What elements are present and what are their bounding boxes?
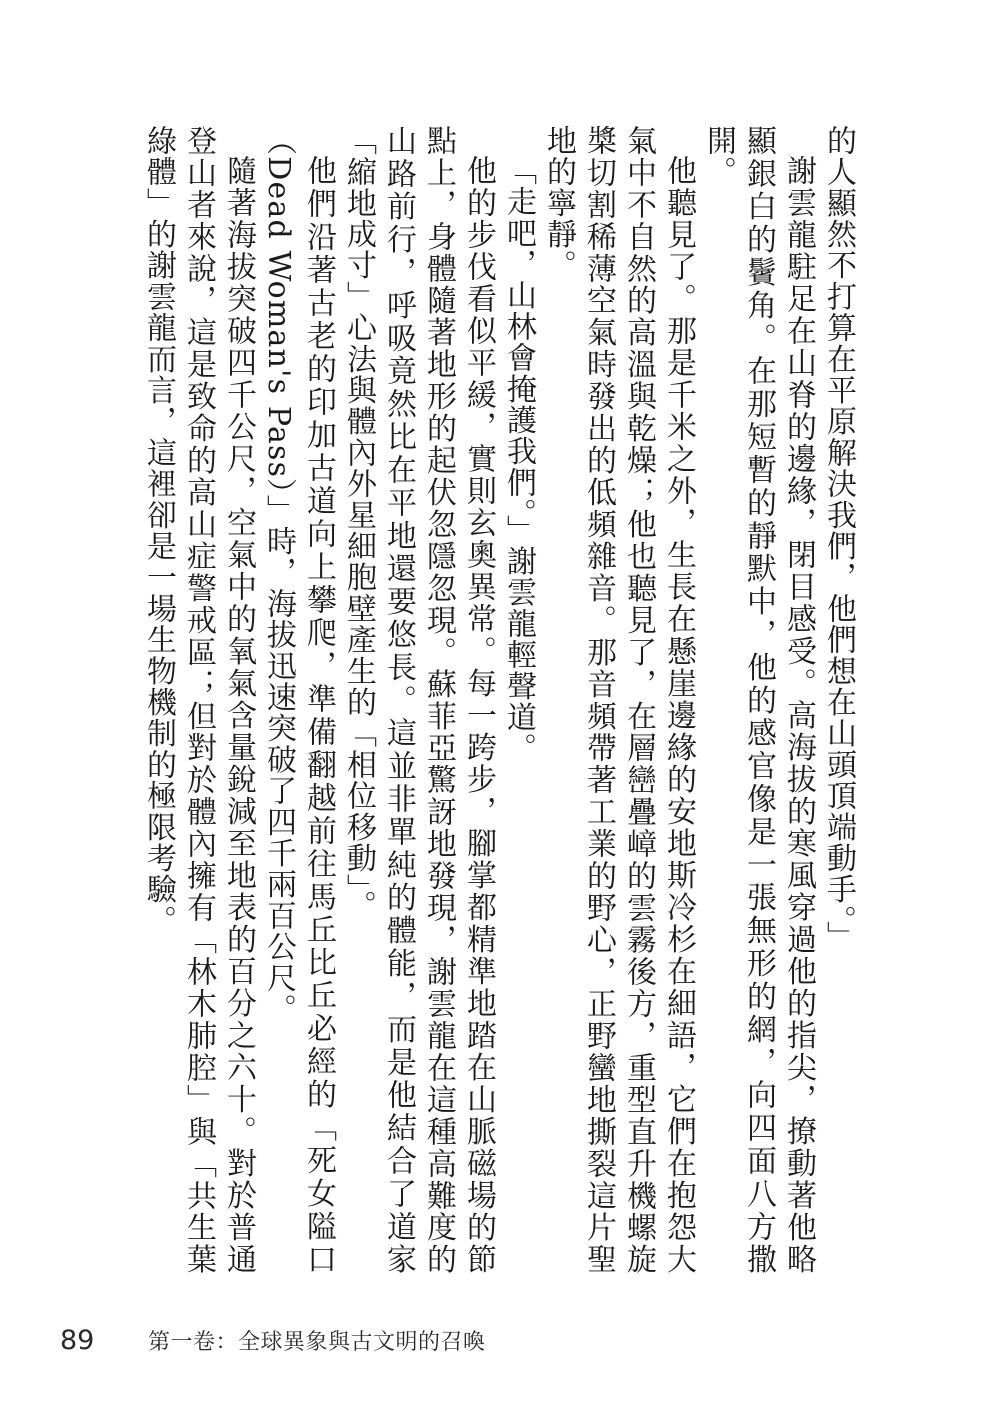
body-text	[118, 125, 858, 1275]
paragraph-6: 他們沿著古老的印加古道向上攀爬，準備翻越前往馬丘比丘必經的「死女隘口（Dead Woman's Pass）」時，海拔迅速突破了四千兩百公尺。	[261, 125, 336, 1275]
paragraph-1: 的人顯然不打算在平原解決我們，他們想在山頭頂端動手。」	[821, 125, 856, 953]
running-title: 第一卷：全球異象與古文明的召喚	[148, 1329, 486, 1355]
paragraph-7: 隨著海拔突破四千公尺，空氣中的氧氣含量銳減至地表的百分之六十。對於普通登山者來說，這是致命的高山症警戒區；但對於體內擁有「林木肺腔」與「共生葉綠體」的謝雲龍而言，這裡卻是一場生物機制的極限考驗。	[141, 125, 256, 1275]
page-number: 89	[60, 1324, 95, 1356]
page-footer	[60, 1320, 486, 1360]
paragraph-5: 他的步伐看似平緩，實則玄奧異常。每一跨步，腳掌都精準地踏在山脈磁場的節點上，身體隨著地形的起伏忽隱忽現。蘇菲亞驚訝地發現，謝雲龍在這種高難度的山路前行，呼吸竟然比在平地還要悠長。這並非單純的體能，而是他結合了道家「縮地成寸」心法與體內外星細胞壁產生的「相位移動」。	[341, 125, 496, 1275]
paragraph-2: 謝雲龍駐足在山脊的邊緣，閉目感受。高海拔的寒風穿過他的指尖，撩動著他略顯銀白的鬢角。在那短暫的靜默中，他的感官像是一張無形的網，向四面八方撒開。	[701, 125, 816, 1275]
paragraph-4: 「走吧，山林會掩護我們。」謝雲龍輕聲道。	[501, 155, 536, 764]
paragraph-3: 他聽見了。那是千米之外，生長在懸崖邊緣的安地斯冷杉在細語，它們在抱怨大氣中不自然的高溫與乾燥；他也聽見了，在層巒疊嶂的雲霧後方，重型直升機螺旋槳切割稀薄空氣時發出的低頻雜音。那音頻帶著工業的野心，正野蠻地撕裂這片聖地的寧靜。	[541, 125, 696, 1275]
